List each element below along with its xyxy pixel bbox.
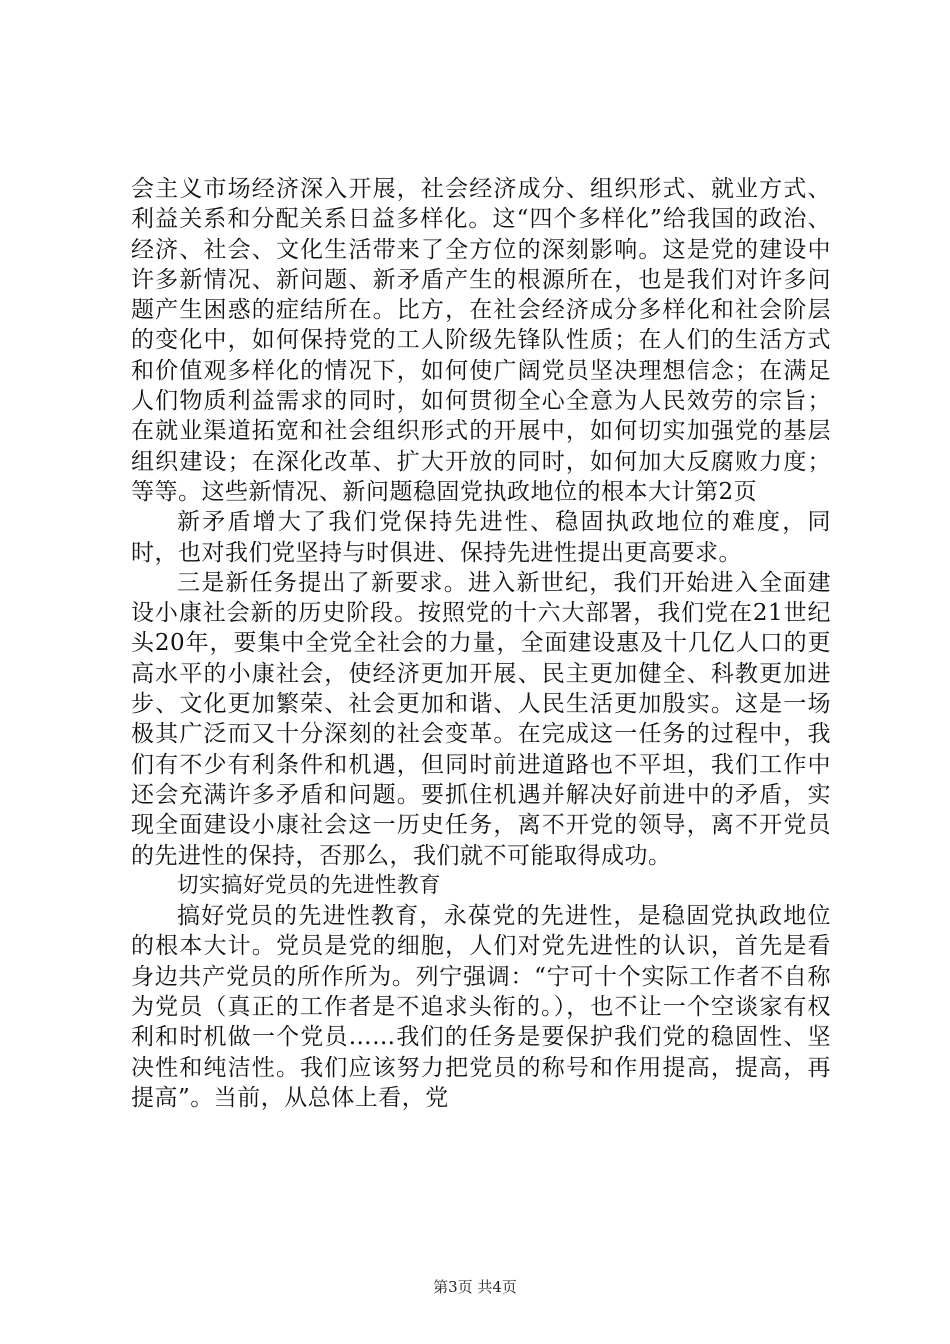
paragraph-continuation: 会主义市场经济深入开展，社会经济成分、组织形式、就业方式、利益关系和分配关系日益多样化。这“四个多样化”给我国的政治、经济、社会、文化生活带来了全方位的深刻影响。这是党的建设中许多新情况、新问题、新矛盾产生的根源所在，也是我们对许多问题产生困惑的症结所在。比方，在社会经济成分多样化和社会阶层的变化中，如何保持党的工人阶级先锋队性质；在人们的生活方式和价值观多样化的情况下，如何使广阔党员坚决理想信念；在满足人们物质利益需求的同时，如何贯彻全心全意为人民效劳的宗旨；在就业渠道拓宽和社会组织形式的开展中，如何切实加强党的基层组织建设；在深化改革、扩大开放的同时，如何加大反腐败力度；等等。这些新情况、新问题稳固党执政地位的根本大计第2页 [131, 176, 831, 505]
section-heading: 切实搞好党员的先进性教育 [177, 872, 442, 898]
paragraph-education: 搞好党员的先进性教育，永葆党的先进性，是稳固党执政地位的根本大计。党员是党的细胞，人们对党先进性的认识，首先是看身边共产党员的所作所为。列宁强调：“宁可十个实际工作者不自称为党员（真正的工作者是不追求头衔的。），也不让一个空谈家有权利和时机做一个党员……我们的任务是要保护我们党的稳固性、坚决性和纯洁性。我们应该努力把党员的称号和作用提高，提高，再提高”。当前，从总体上看，党 [131, 903, 831, 1111]
page-footer: 第3页 共4页 [433, 1278, 517, 1296]
document-body [131, 174, 831, 1113]
paragraph-new-tasks: 三是新任务提出了新要求。进入新世纪，我们开始进入全面建设小康社会新的历史阶段。按照党的十六大部署，我们党在21世纪头20年，要集中全党全社会的力量，全面建设惠及十几亿人口的更高水平的小康社会，使经济更加开展、民主更加健全、科教更加进步、文化更加繁荣、社会更加和谐、人民生活更加殷实。这是一场极其广泛而又十分深刻的社会变革。在完成这一任务的过程中，我们有不少有利条件和机遇，但同时前进道路也不平坦，我们工作中还会充满许多矛盾和问题。要抓住机遇并解决好前进中的矛盾，实现全面建设小康社会这一历史任务，离不开党的领导，离不开党员的先进性的保持，否那么，我们就不可能取得成功。 [131, 569, 831, 869]
paragraph-new-contradictions: 新矛盾增大了我们党保持先进性、稳固执政地位的难度，同时，也对我们党坚持与时俱进、保持先进性提出更高要求。 [131, 509, 831, 566]
